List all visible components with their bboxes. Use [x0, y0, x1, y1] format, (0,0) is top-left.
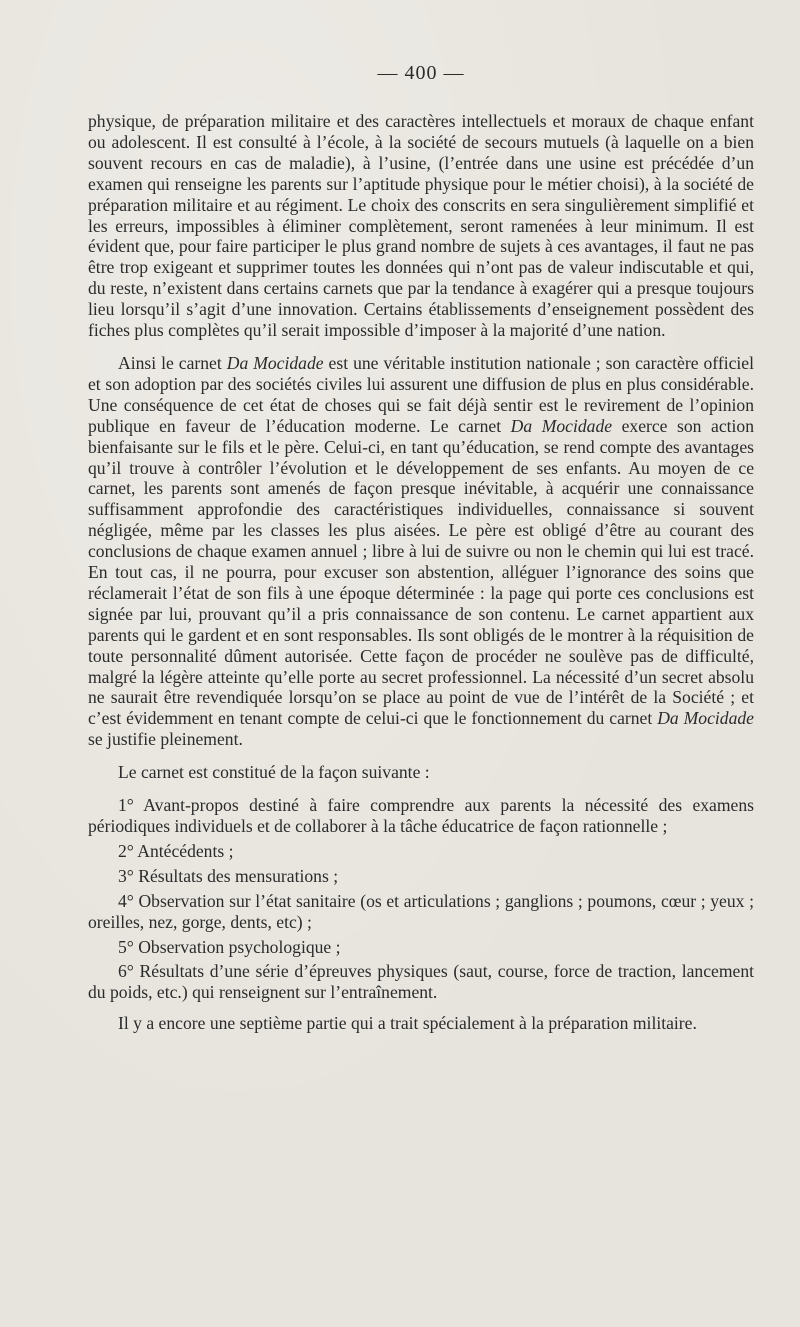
list-item: 4° Observation sur l’état sanitaire (os et articulations ; ganglions ; poumons, cœur ; yeux ; oreilles, nez, gorge, dents, etc) ; [88, 890, 754, 932]
list-item: 5° Observation psychologique ; [118, 936, 341, 957]
paragraph-2-text-a: Ainsi le carnet [118, 352, 227, 373]
carnet-title-1: Da Mocidade [226, 352, 324, 373]
carnet-contents-list [88, 795, 754, 1003]
carnet-title-2: Da Mocidade [510, 415, 613, 436]
paragraph-2-text-d: se justifie pleinement. [88, 729, 243, 750]
list-item: 6° Résultats d’une série d’épreuves physiques (saut, course, force de traction, lancement du poids, etc.) qui renseignent sur l’entraînement. [88, 961, 754, 1003]
list-item: 1° Avant-propos destiné à faire comprendre aux parents la nécessité des examens périodiques individuels et de collaborer à la tâche éducatrice de façon rationnelle ; [88, 795, 754, 836]
paragraph-3: Le carnet est constitué de la façon suivante : [118, 762, 430, 783]
paragraph-2-text-c: exerce son action bienfaisante sur le fils et le père. Celui-ci, en tant qu’éducation, se rend compte des avantages qu’il trouve à contrôler l’évolution et le développement de ses enfants. Au moyen de ce carnet, les parents sont amenés de façon presque inévitable, à acquérir une connaissance suffisamment approfondie des caractéristiques individuelles, connaissance si souvent négligée, même par les classes les plus aisées. Le père est obligé d’être au courant des conclusions de chaque examen annuel ; libre à lui de suivre ou non le chemin qui lui est tracé. En tout cas, il ne pourra, pour excuser son abstention, alléguer l’ignorance des soins que réclamerait l’état de son fils à une époque déterminée : la page qui porte ces conclusions est signée par lui, prouvant qu’il a pris connaissance de son contenu. Le carnet appartient aux parents qui le gardent et en sont responsables. Ils sont obligés de le montrer à la réquisition de toute personnalité dûment autorisée. Cette façon de procéder ne soulève pas de difficulté, malgré la légère atteinte qu’elle porte au secret professionnel. La nécessité d’un secret absolu ne saurait être revendiquée lorsqu’on se place au point de vue de l’intérêt de la Société ; et c’est évidemment en tenant compte de celui-ci que le fonctionnement du carnet [88, 415, 755, 729]
list-item: 3° Résultats des mensurations ; [118, 865, 339, 886]
paragraph-1: physique, de préparation militaire et des caractères intellectuels et moraux de chaque enfant ou adolescent. Il est consulté à l’école, à la société de secours mutuels (à laquelle on a bien souvent recours en cas de maladie), à l’usine, (l’entrée dans une usine est précédée d’un examen qui renseigne les parents sur l’aptitude physique pour le métier choisi), à la société de préparation militaire et au régiment. Le choix des conscrits en sera singulièrement simplifié et les erreurs, impossibles à éliminer complètement, seront ramenées à leur minimum. Il est évident que, pour faire participer le plus grand nombre de sujets à ces avantages, il faut ne pas être trop exigeant et supprimer toutes les données qui n’ont pas de valeur indiscutable et qui, du reste, n’existent dans certains carnets que par la tendance à exagérer qui a presque toujours lieu lorsqu’il s’agit d’une innovation. Certains établissements d’enseignement possèdent des fiches plus complètes qu’il serait impossible d’imposer à la majorité d’une nation. [88, 111, 754, 341]
list-item: 2° Antécédents ; [118, 840, 234, 861]
page-number: — 400 — [377, 62, 465, 84]
paragraph-2 [88, 353, 754, 750]
paragraph-4: Il y a encore une septième partie qui a trait spécialement à la préparation militaire. [118, 1013, 697, 1034]
paragraph-2-text-b: est une véritable institution nationale ; son caractère officiel et son adoption par des sociétés civiles lui assurent une diffusion de plus en plus considérable. Une conséquence de cet état de choses qui se fait déjà sentir est le revirement de l’opinion publique en faveur de l’éducation moderne. Le carnet [88, 352, 754, 436]
carnet-title-3: Da Mocidade [657, 708, 754, 729]
